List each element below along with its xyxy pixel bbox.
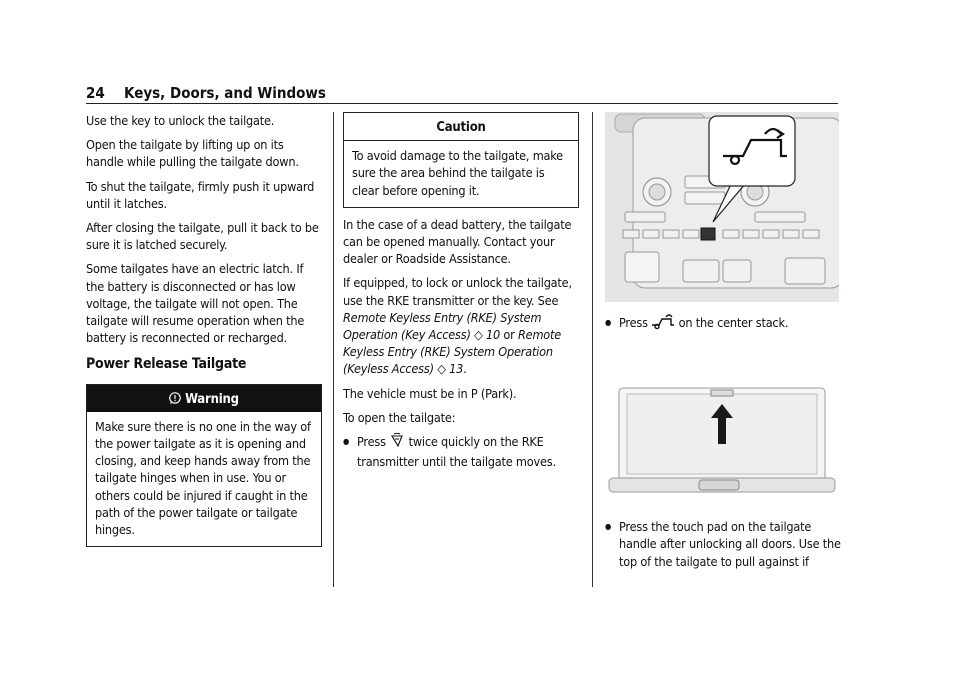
header-rule bbox=[86, 103, 838, 104]
tailgate-figure bbox=[605, 382, 839, 506]
bullet-text: Press bbox=[619, 315, 648, 330]
page-header bbox=[86, 84, 838, 104]
ref-arrow-icon: ◇ bbox=[474, 327, 483, 343]
column-3 bbox=[605, 112, 841, 577]
paragraph: Some tailgates have an electric latch. If the battery is disconnected or has low voltage, the tailgate will not open. The tailgate will resume operation when the battery is reconnected or recharged. bbox=[86, 261, 305, 346]
warning-text: Make sure there is no one in the way of the power tailgate as it is opening and closing, and keep hands away from the tailgate hinges when in use. You or others could be injured if caught in the path of the power tailgate or tailgate hinges. bbox=[95, 418, 311, 538]
tailgate-button-icon bbox=[651, 314, 675, 334]
column-1 bbox=[86, 112, 322, 555]
caution-box bbox=[343, 112, 579, 208]
bullet-text: twice quickly on the RKE transmitter until the tailgate moves. bbox=[357, 434, 556, 470]
ref-title: Remote Keyless Entry (RKE) System Operation (Keyless Access) bbox=[343, 327, 562, 377]
paragraph: In the case of a dead battery, the tailgate can be opened manually. Contact your dealer or Roadside Assistance. bbox=[343, 216, 572, 267]
paragraph: The vehicle must be in P (Park). bbox=[343, 385, 517, 401]
ref-arrow-icon: ◇ bbox=[437, 361, 446, 377]
column-divider bbox=[592, 112, 593, 587]
paragraph: Use the key to unlock the tailgate. bbox=[86, 113, 275, 128]
column-2 bbox=[343, 112, 579, 477]
ref-page: 13 bbox=[449, 361, 464, 377]
ref-page: 10 bbox=[486, 327, 501, 343]
ref-link-keyless-access[interactable]: Remote Keyless Entry (RKE) System Operation (Keyless Access) ◇ 13. bbox=[343, 327, 562, 377]
bullet-text: Press bbox=[357, 434, 386, 450]
list-item: ● Press the touch pad on the tailgate handle after unlocking all doors. Use the top of the tailgate to pull against if bbox=[605, 518, 841, 570]
paragraph: After closing the tailgate, pull it back to be sure it is latched securely. bbox=[86, 220, 319, 253]
caution-title: Caution bbox=[344, 113, 578, 141]
section-title: Keys, Doors, and Windows bbox=[124, 84, 326, 102]
column-divider bbox=[333, 112, 334, 587]
paragraph bbox=[343, 274, 579, 377]
paragraph-text: If equipped, to lock or unlock the tailgate, use the RKE transmitter or the key. See bbox=[343, 275, 572, 308]
subsection-heading: Power Release Tailgate bbox=[86, 356, 247, 373]
warning-title: Warning bbox=[185, 391, 239, 407]
warning-box bbox=[86, 384, 322, 548]
paragraph: To shut the tailgate, firmly push it upward until it latches. bbox=[86, 178, 315, 211]
paragraph: To open the tailgate: bbox=[343, 409, 456, 425]
list-item bbox=[605, 314, 841, 334]
warning-icon bbox=[169, 392, 185, 407]
center-stack-figure bbox=[605, 112, 839, 302]
page-number: 24 bbox=[86, 84, 105, 102]
ref-title: Remote Keyless Entry (RKE) System Operation (Key Access) bbox=[343, 309, 542, 343]
rke-tailgate-icon bbox=[389, 433, 405, 453]
bullet-text: on the center stack. bbox=[678, 315, 789, 330]
or-text: or bbox=[503, 327, 515, 343]
list-item bbox=[343, 433, 579, 470]
paragraph: Open the tailgate by lifting up on its handle while pulling the tailgate down. bbox=[86, 137, 299, 170]
caution-text: To avoid damage to the tailgate, make sure the area behind the tailgate is clear before opening it. bbox=[352, 148, 563, 198]
warning-header bbox=[87, 385, 321, 412]
